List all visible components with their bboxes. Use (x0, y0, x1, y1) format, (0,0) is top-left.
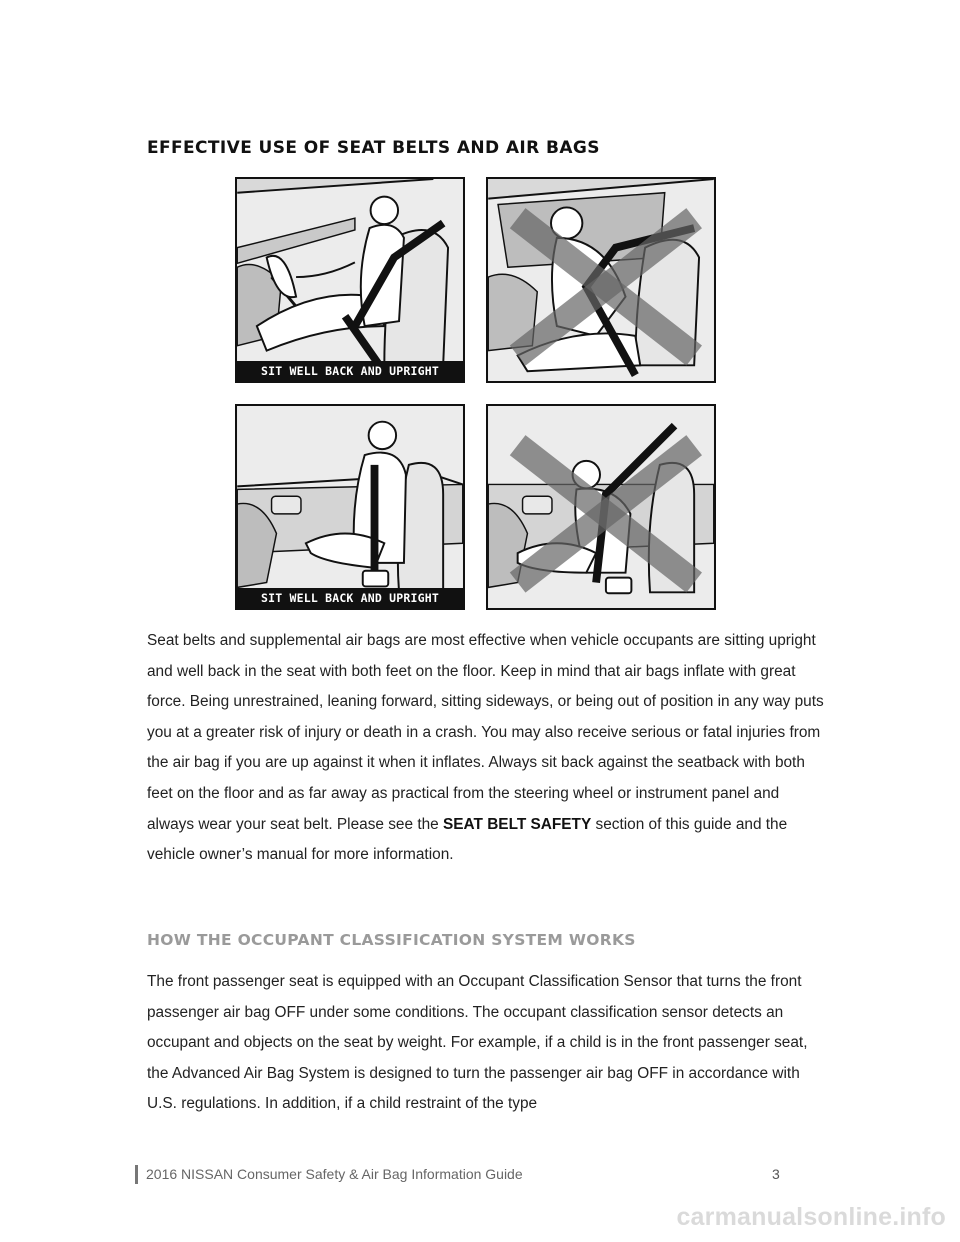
illustration-caption: SIT WELL BACK AND UPRIGHT (237, 588, 463, 608)
illustration-correct-posture-side (235, 177, 465, 383)
illustration-incorrect-posture-sideways (486, 404, 716, 610)
section-title-seat-belts-air-bags: EFFECTIVE USE OF SEAT BELTS AND AIR BAGS (147, 138, 600, 158)
watermark: carmanualsonline.info (676, 1203, 946, 1231)
paragraph-text-after: section of this guide and the vehicle owner’s manual for more information. (147, 815, 788, 864)
seat-belt-paragraph (147, 626, 827, 871)
section-title-occupant-classification: HOW THE OCCUPANT CLASSIFICATION SYSTEM WORKS (147, 931, 636, 949)
seated-driver-drawing (237, 179, 463, 381)
paragraph-text-before: Seat belts and supplemental air bags are most effective when vehicle occupants are sitting upright and well back in the seat with both feet on the floor. Keep in mind that air bags inflate with great force. Being unrestrained, leaning forward, sitting sideways, or being out of position in any way puts you at a greater risk of injury or death in a crash. You may also receive serious or fatal injuries from the air bag if you are up against it when it inflates. Always sit back against the seatback with both feet on the floor and as far away as practical from the steering wheel or instrument panel and always wear your seat belt. Please see the (147, 632, 824, 833)
footer-divider (135, 1165, 138, 1184)
occupant-classification-paragraph: The front passenger seat is equipped with an Occupant Classification Sensor that turns the front passenger air bag OFF under some conditions. The occupant classification sensor detects an occupant and objects on the seat by weight. For example, if a child is in the front passenger seat, the Advanced Air Bag System is designed to turn the passenger air bag OFF in accordance with U.S. regulations. In addition, if a child restraint of the type (147, 973, 808, 1113)
leaning-driver-drawing (488, 179, 714, 381)
footer-guide-title: 2016 NISSAN Consumer Safety & Air Bag Information Guide (146, 1166, 523, 1182)
illustration-caption: SIT WELL BACK AND UPRIGHT (237, 361, 463, 381)
upright-passenger-drawing (237, 406, 463, 608)
seat-belt-safety-reference: SEAT BELT SAFETY (443, 815, 592, 833)
illustration-correct-posture-front (235, 404, 465, 610)
illustration-incorrect-posture-leaning (486, 177, 716, 383)
page-number: 3 (772, 1166, 780, 1182)
slouched-passenger-drawing (488, 406, 714, 608)
